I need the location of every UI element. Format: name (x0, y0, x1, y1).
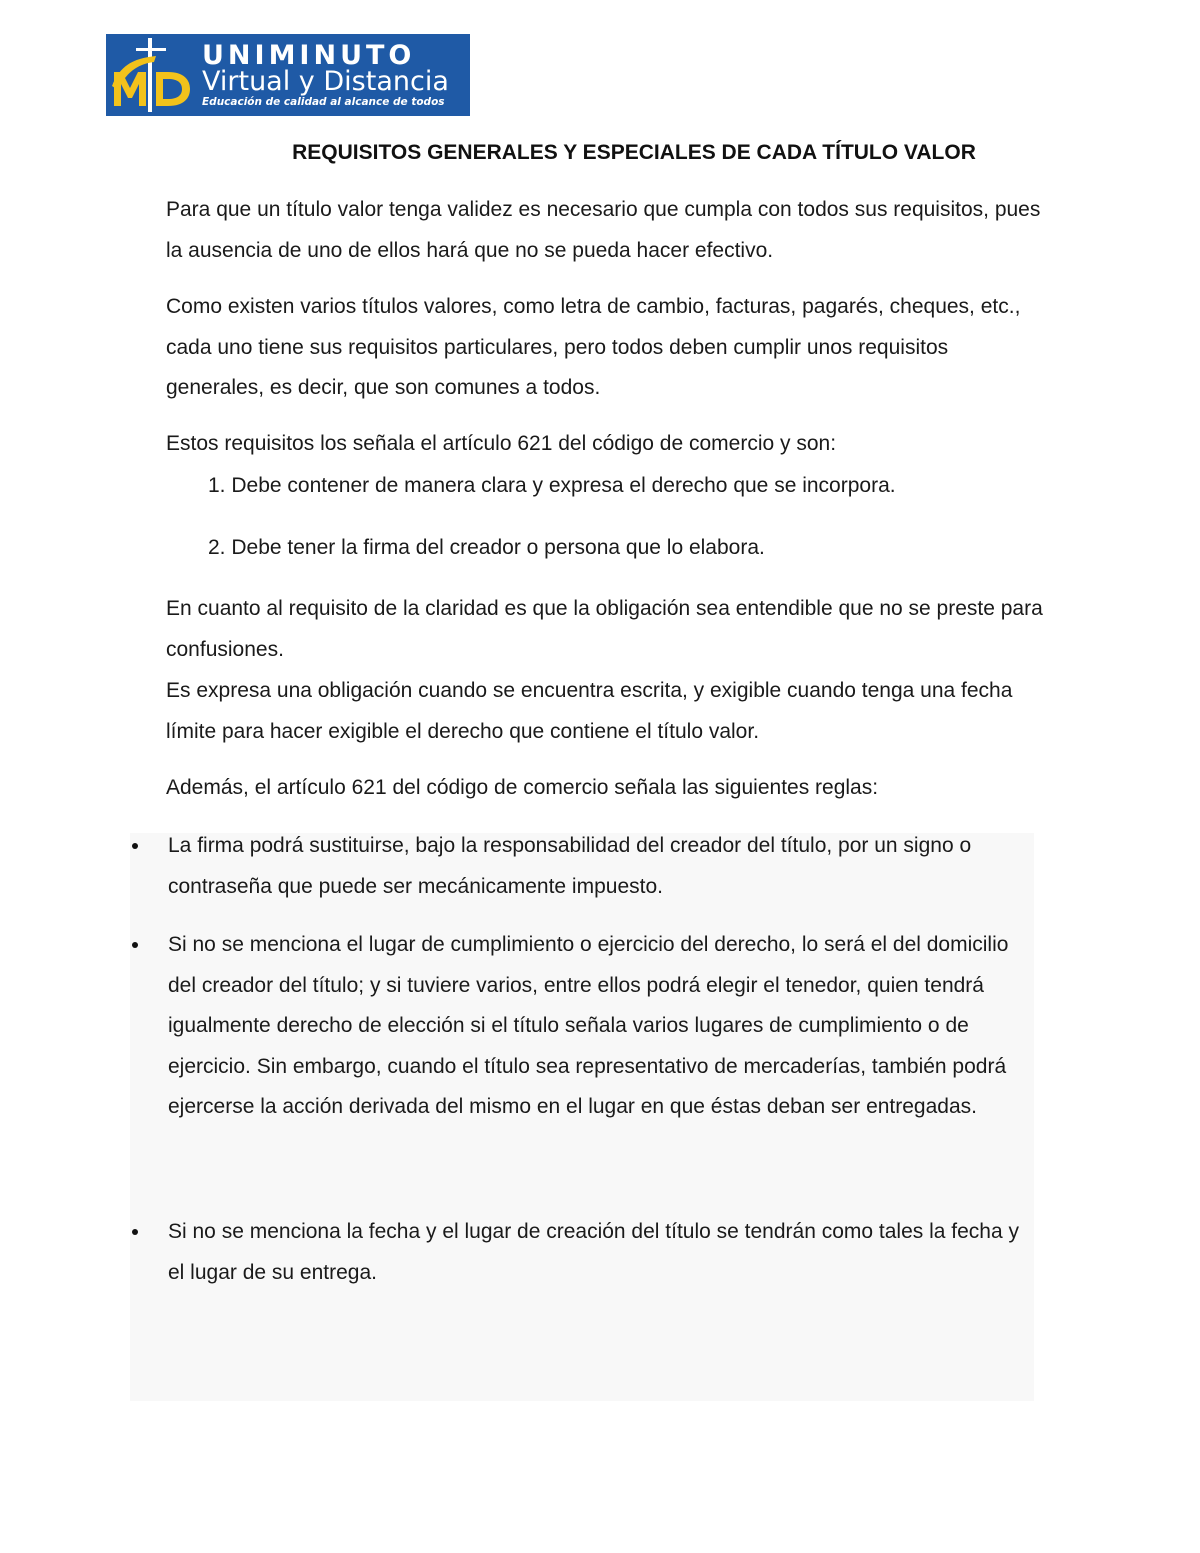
bullet-text: La firma podrá sustituirse, bajo la responsabilidad del creador del título, por un signo o contraseña que puede ser mecánicamente impuesto. (168, 834, 972, 898)
document-title: REQUISITOS GENERALES Y ESPECIALES DE CADA TÍTULO VALOR (292, 141, 976, 164)
item-text: Debe tener la firma del creador o persona que lo elabora. (231, 536, 765, 559)
list-item (168, 1212, 1034, 1293)
bullet-icon (132, 1229, 138, 1235)
numbered-item (208, 471, 896, 501)
bullet-text: Si no se menciona la fecha y el lugar de creación del título se tendrán como tales la fecha y el lugar de su entrega. (168, 1220, 1019, 1284)
logo-subtitle: Virtual y Distancia (202, 66, 449, 97)
paragraph-expresa: Es expresa una obligación cuando se encuentra escrita, y exigible cuando tenga una fecha límite para hacer exigible el derecho que contiene el título valor. (166, 679, 1013, 743)
item-number: 2. (208, 536, 226, 559)
bullet-text: Si no se menciona el lugar de cumplimiento o ejercicio del derecho, lo será el del domicilio del creador del título; y si tuviere varios, entre ellos podrá elegir el tenedor, quien tendrá igualmente derecho de elección si el título señala varios lugares de cumplimiento o de ejercicio. Sin embargo, cuando el título sea representativo de mercaderías, también podrá ejercerse la acción derivada del mismo en el lugar en que éstas deban ser entregadas. (168, 933, 1009, 1118)
uniminuto-logo (106, 34, 470, 116)
paragraph-types: Como existen varios títulos valores, como letra de cambio, facturas, pagarés, cheques, etc., cada uno tiene sus requisitos particulares, pero todos deben cumplir unos requisitos generales, es decir, que son comunes a todos. (166, 295, 1021, 399)
bullet-icon (132, 942, 138, 948)
bullet-icon (132, 843, 138, 849)
paragraph-intro: Para que un título valor tenga validez es necesario que cumpla con todos sus requisitos, pues la ausencia de uno de ellos hará que no se pueda hacer efectivo. (166, 198, 1041, 262)
logo-title: UNIMINUTO (202, 40, 416, 71)
item-number: 1. (208, 474, 226, 497)
paragraph-rules: Además, el artículo 621 del código de comercio señala las siguientes reglas: (166, 776, 879, 799)
md-monogram-icon (106, 34, 202, 116)
list-item (168, 826, 1034, 907)
paragraph-article: Estos requisitos los señala el artículo 621 del código de comercio y son: (166, 432, 837, 455)
logo-tagline: Educación de calidad al alcance de todos (202, 96, 445, 108)
list-item (168, 925, 1034, 1128)
numbered-item (208, 533, 765, 563)
item-text: Debe contener de manera clara y expresa el derecho que se incorpora. (231, 474, 896, 497)
paragraph-clarity: En cuanto al requisito de la claridad es que la obligación sea entendible que no se preste para confusiones. (166, 597, 1043, 661)
